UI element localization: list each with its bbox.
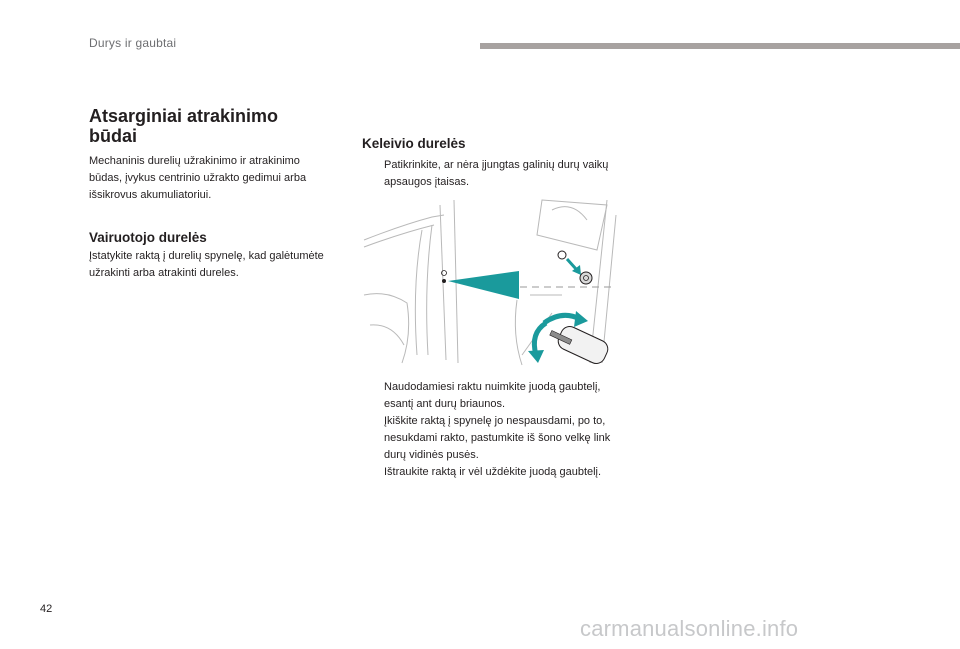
header-rule <box>480 43 960 49</box>
door-lock-illustration <box>362 195 617 367</box>
cap-removal-icon <box>558 251 592 284</box>
list-item-text: Naudodamiesi raktu nuimkite juodą gaubtelį, esantį ant durų briaunos. <box>384 381 601 410</box>
watermark: carmanualsonline.info <box>580 616 799 641</box>
passenger-checklist-bottom <box>362 379 622 481</box>
intro-paragraph: Mechaninis durelių užrakinimo ir atrakinimo būdas, įvykus centrinio užrakto gedimui arba išsikrovus akumuliatoriui. <box>89 155 307 201</box>
pointer-beam-icon <box>448 271 519 299</box>
list-item <box>362 157 622 191</box>
list-item-text: Įkiškite raktą į spynelę jo nespausdami, po to, nesukdami rakto, pastumkite iš šono velkę link durų vidinės pusės. <box>384 415 611 461</box>
list-item-text: Patikrinkite, ar nėra įjungtas galinių durų vaikų apsaugos įtaisas. <box>384 159 609 188</box>
page-title: Atsarginiai atrakinimo būdai <box>89 106 279 146</box>
list-item-text: Ištraukite raktą ir vėl uždėkite juodą gaubtelį. <box>384 466 602 478</box>
key-rotate-icon <box>528 311 611 366</box>
list-item <box>362 379 622 413</box>
passenger-door-heading: Keleivio durelės <box>362 136 466 151</box>
list-item <box>362 413 622 464</box>
section-label: Durys ir gaubtai <box>89 36 177 50</box>
list-item <box>362 464 622 481</box>
driver-door-text: Įstatykite raktą į durelių spynelę, kad galėtumėte užrakinti arba atrakinti dureles. <box>89 250 324 279</box>
passenger-checklist-top <box>362 157 622 191</box>
driver-door-heading: Vairuotojo durelės <box>89 230 207 245</box>
lock-keyhole-icon <box>442 279 446 283</box>
page-number: 42 <box>40 603 53 615</box>
